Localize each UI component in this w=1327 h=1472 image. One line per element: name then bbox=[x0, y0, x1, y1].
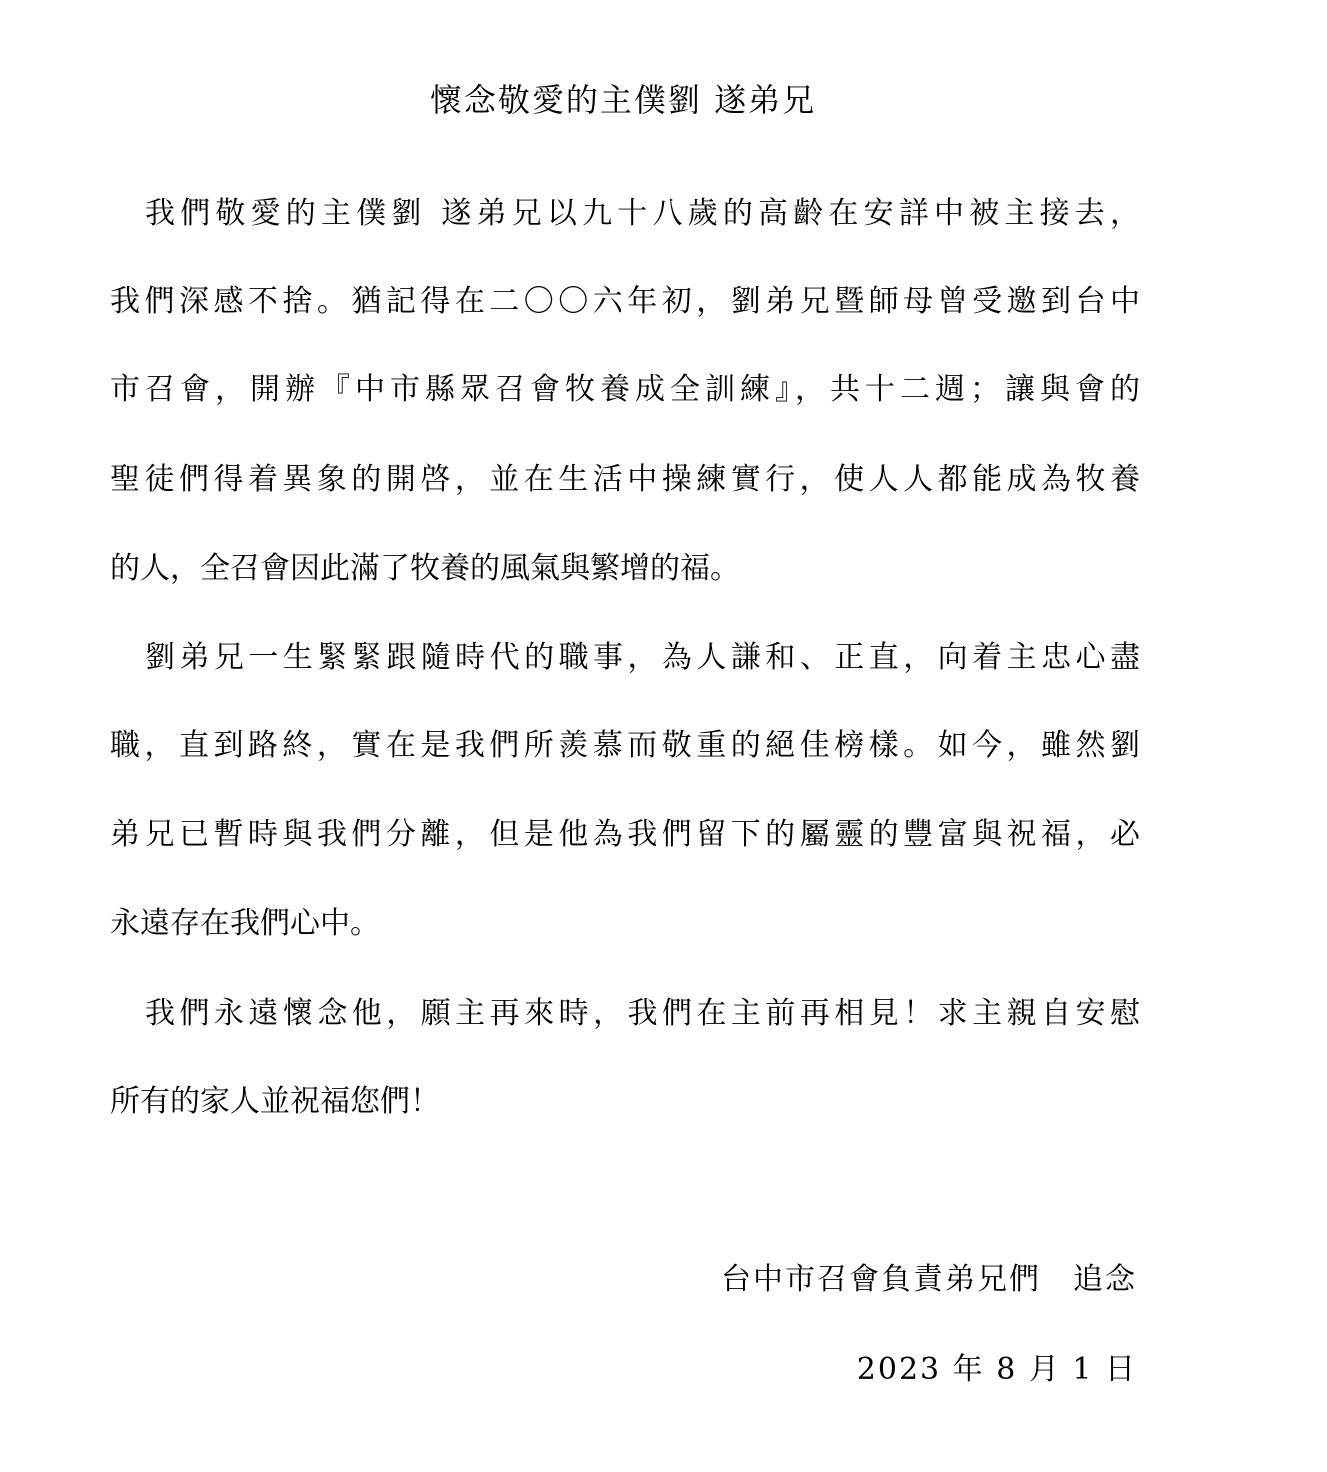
paragraph-3-line-1: 我們永遠懷念他，願主再來時，我們在主前再相見！求主親自安慰 bbox=[145, 996, 1140, 1031]
signature: 台中市召會負責弟兄們 追念 bbox=[721, 1262, 1137, 1297]
paragraph-2-line-1: 劉弟兄一生緊緊跟隨時代的職事，為人謙和、正直，向着主忠心盡 bbox=[145, 640, 1140, 675]
page-title: 懷念敬愛的主僕劉 遂弟兄 bbox=[429, 81, 817, 119]
paragraph-2-line-4: 永遠存在我們心中。 bbox=[110, 906, 380, 941]
date: 2023 年 8 月 1 日 bbox=[856, 1352, 1137, 1387]
paragraph-1-line-3: 市召會，開辦『中市縣眾召會牧養成全訓練』，共十二週；讓與會的 bbox=[110, 372, 1140, 407]
paragraph-3-line-2: 所有的家人並祝福您們！ bbox=[110, 1084, 440, 1119]
paragraph-1-line-2: 我們深感不捨。猶記得在二〇〇六年初，劉弟兄暨師母曾受邀到台中 bbox=[110, 284, 1140, 319]
paragraph-1-line-5: 的人，全召會因此滿了牧養的風氣與繁增的福。 bbox=[110, 551, 740, 586]
paragraph-2-line-2: 職，直到路終，實在是我們所羨慕而敬重的絕佳榜樣。如今，雖然劉 bbox=[110, 728, 1140, 763]
paragraph-1-line-1: 我們敬愛的主僕劉 遂弟兄以九十八歲的高齡在安詳中被主接去， bbox=[145, 196, 1140, 231]
paragraph-1-line-4: 聖徒們得着異象的開啓，並在生活中操練實行，使人人都能成為牧養 bbox=[110, 462, 1140, 497]
paragraph-2-line-3: 弟兄已暫時與我們分離，但是他為我們留下的屬靈的豐富與祝福，必 bbox=[110, 817, 1140, 852]
